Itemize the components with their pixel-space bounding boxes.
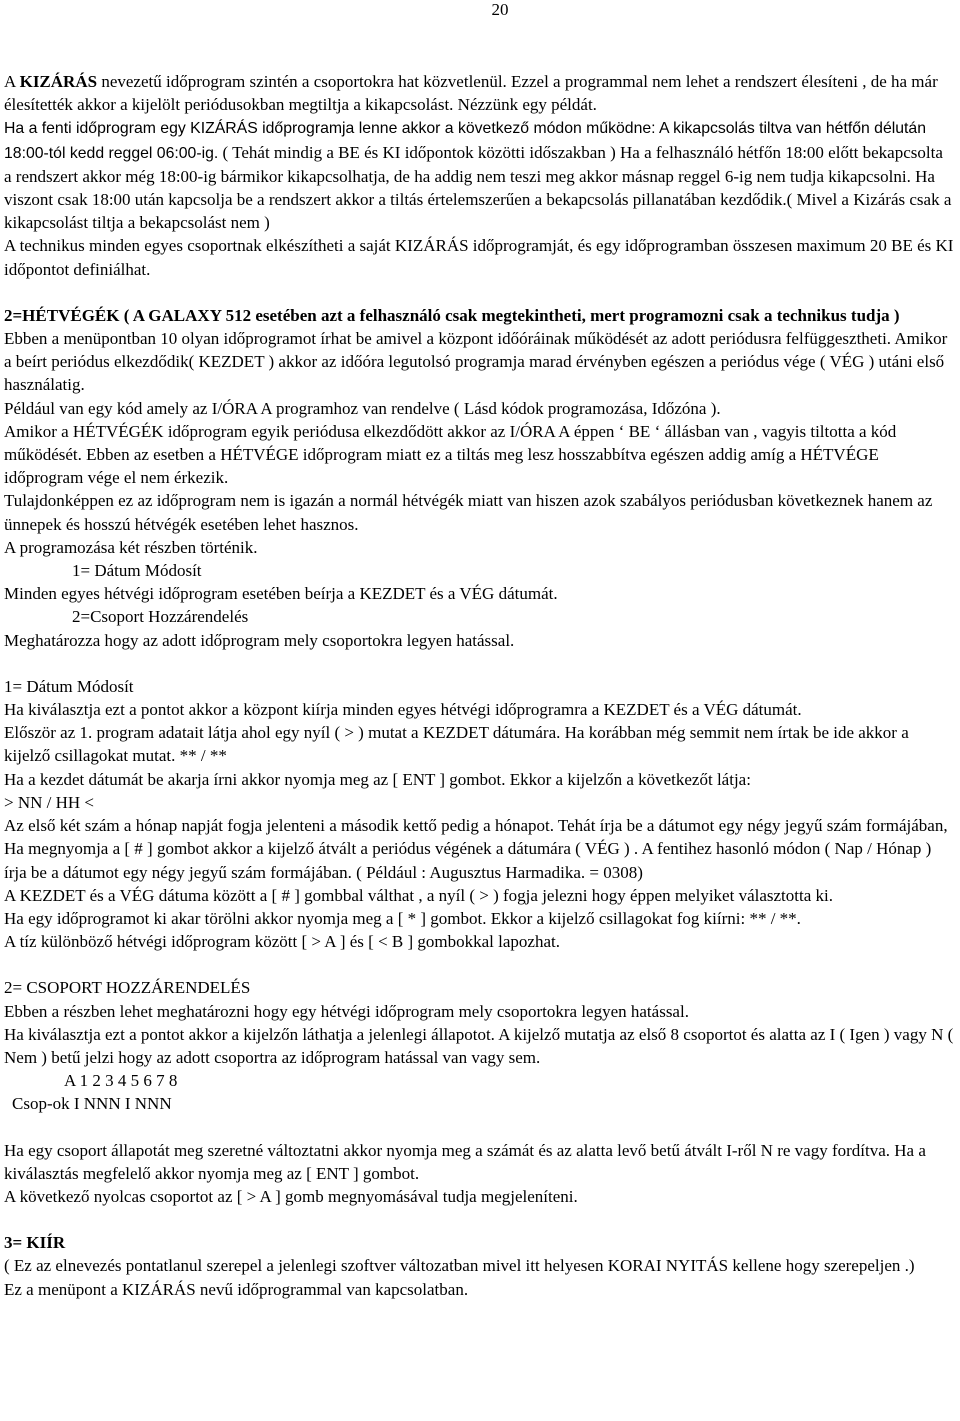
hetvegek-item-1-desc: Minden egyes hétvégi időprogram esetében beírja a KEZDET és a VÉG dátumát. — [4, 584, 558, 604]
intro-text-rest: nevezetű időprogram szintén a csoportokra hat közvetlenül. Ezzel a programmal nem lehet a rendszert élesíteni , de ha már élesítették akkor a kijelölt periódusokban megtiltja a kikapcsolást. Nézzünk egy példát. — [4, 72, 938, 115]
datum-title: 1= Dátum Módosít — [4, 676, 134, 696]
hetvegek-p4: Tulajdonképpen ez az időprogram nem is igazán a normál hétvégék miatt van hiszen azok szabályos periódusban következnek hanem az ünnepek és hosszú hétvégék esetében lehet hasznos. — [4, 491, 933, 534]
hetvegek-item-2: 2=Csoport Hozzárendelés — [72, 607, 249, 627]
intro-text: A — [4, 72, 20, 91]
hetvegek-heading: 2=HÉTVÉGÉK ( A GALAXY 512 esetében azt a felhasználó csak megtekintheti, mert programozni csak a technikus tudja ) — [4, 305, 900, 325]
datum-p1: Ha kiválasztja ezt a pontot akkor a központ kiírja minden egyes hétvégi időprogramra a KEZDET és a VÉG dátumát. — [4, 700, 802, 720]
csoport-display-line-2: Csop-ok I NNN I NNN — [12, 1094, 172, 1114]
kizaras-example — [4, 116, 954, 234]
spacer — [4, 1208, 954, 1231]
kizaras-intro — [4, 70, 954, 116]
datum-p7: A KEZDET és a VÉG dátuma között a [ # ] gombbal válthat , a nyíl ( > ) fogja jelezni hogy éppen melyiket választotta ki. — [4, 885, 833, 905]
hetvegek-p1: Ebben a menüpontban 10 olyan időprogramot írhat be amivel a központ időóráinak működését az adott periódusra felfüggesztheti. Amikor a beírt periódus elkezdődik( KEZDET ) akkor az időóra legutolsó programja marad érvényben egészen a periódus vége ( VÉG ) utáni első használatig. — [4, 329, 948, 395]
spacer — [4, 1116, 954, 1139]
datum-p3: Ha a kezdet dátumát be akarja írni akkor nyomja meg az [ ENT ] gombot. Ekkor a kijelzőn a következőt látja: — [4, 769, 751, 789]
datum-p6: Ha megnyomja a [ # ] gombot akkor a kijelző átvált a periódus végének a dátumára ( VÉG ) . A fentihez hasonló módon ( Nap / Hónap ) írja be a dátumot egy négy jegyű szám formájában. ( Például : Augusztus Harmadika. = 0308) — [4, 839, 932, 882]
technician-paragraph: A technikus minden egyes csoportnak elkészítheti a saját KIZÁRÁS időprogramját, és egy időprogramban összesen maximum 20 BE és KI időpontot definiálhat. — [4, 236, 954, 279]
hetvegek-item-1: 1= Dátum Módosít — [72, 561, 202, 581]
kiir-p1: ( Ez az elnevezés pontatlanul szerepel a jelenlegi szoftver változatban mivel itt helyesen KORAI NYITÁS kellene hogy szerepeljen .) — [4, 1256, 915, 1276]
hetvegek-item-2-desc: Meghatározza hogy az adott időprogram mely csoportokra legyen hatással. — [4, 630, 515, 650]
hetvegek-p3: Amikor a HÉTVÉGÉK időprogram egyik periódusa elkezdődött akkor az I/ÓRA A éppen ‘ BE ‘ állásban van , vagyis tiltotta a kód működését. Ebben az esetben a HÉTVÉGE időprogram miatt ez a tiltás meg lesz hosszabbítva egészen addig amíg a HÉTVÉGE időprogram vége el nem érkezik. — [4, 421, 897, 488]
datum-display: > NN / HH < — [4, 792, 95, 812]
kiir-p2: Ez a menüpont a KIZÁRÁS nevű időprogrammal van kapcsolatban. — [4, 1279, 469, 1299]
datum-p9: A tíz különböző hétvégi időprogram között [ > A ] és [ < B ] gombokkal lapozhat. — [4, 932, 560, 952]
kiir-title: 3= KIÍR — [4, 1233, 66, 1253]
csoport-display-line-1: A 1 2 3 4 5 6 7 8 — [64, 1071, 178, 1091]
spacer — [4, 281, 954, 304]
hetvegek-p2: Például van egy kód amely az I/ÓRA A programhoz van rendelve ( Lásd kódok programozása, Időzóna ). — [4, 398, 721, 418]
example-serif-text: ( Tehát mindig a BE és KI időpontok közötti időszakban ) Ha a felhasználó hétfőn 18:00 előtt bekapcsolta a rendszert akkor még 18:00-ig bármikor kikapcsolhatja, de ha addig nem teszi meg akkor másnap reggel 6-ig nem tudja kikapcsolni. Ha viszont csak 18:00 után kapcsolja be a rendszert akkor a tiltás értelemszerűen a bekapcsolás pillanatában kezdődik.( Mivel a Kizárás csak a kikapcsolást tiltja a bekapcsolást nem ) — [4, 142, 952, 233]
csoport-p2: Ha kiválasztja ezt a pontot akkor a kijelzőn láthatja a jelenlegi állapotot. A kijelző mutatja az első 8 csoportot és alatta az I ( Igen ) vagy N ( Nem ) betű jelzi hogy az adott csoportra az időprogram hatással van vagy sem. — [4, 1024, 954, 1067]
kizaras-term: KIZÁRÁS — [19, 72, 98, 91]
spacer — [4, 652, 954, 675]
csoport-p3: Ha egy csoport állapotát meg szeretné változtatni akkor nyomja meg a számát és az alatta levő betű átvált I-ről N re vagy fordítva. Ha a kiválasztás megfelelő akkor nyomja meg az [ ENT ] gombot. — [4, 1140, 926, 1183]
datum-p2: Először az 1. program adatait látja ahol egy nyíl ( > ) mutat a KEZDET dátumára. Ha korábban még semmit nem írtak be ide akkor a kijelző csillagokat mutat. ** / ** — [4, 723, 909, 766]
spacer — [4, 953, 954, 976]
datum-p5: Az első két szám a hónap napját fogja jelenteni a második kettő pedig a hónapot. Tehát írja be a dátumot egy négy jegyű szám formájában, — [4, 816, 948, 836]
csoport-p1: Ebben a részben lehet meghatározni hogy egy hétvégi időprogram mely csoportokra legyen hatással. — [4, 1001, 689, 1021]
csoport-p4: A következő nyolcas csoportot az [ > A ] gomb megnyomásával tudja megjeleníteni. — [4, 1186, 578, 1206]
example-sans-text: Ha a fenti időprogram egy KIZÁRÁS időprogramja lenne akkor a következő módon működne: A kikapcsolás tiltva van hétfőn délután 18:00-tól kedd reggel 06:00-ig. — [4, 120, 927, 162]
hetvegek-p5: A programozása két részben történik. — [4, 537, 258, 557]
csoport-title: 2= CSOPORT HOZZÁRENDELÉS — [4, 978, 251, 998]
document-body — [4, 70, 954, 1301]
datum-p8: Ha egy időprogramot ki akar törölni akkor nyomja meg a [ * ] gombot. Ekkor a kijelző csillagokat fog kiírni: ** / **. — [4, 908, 801, 928]
page-number: 20 — [491, 0, 509, 19]
